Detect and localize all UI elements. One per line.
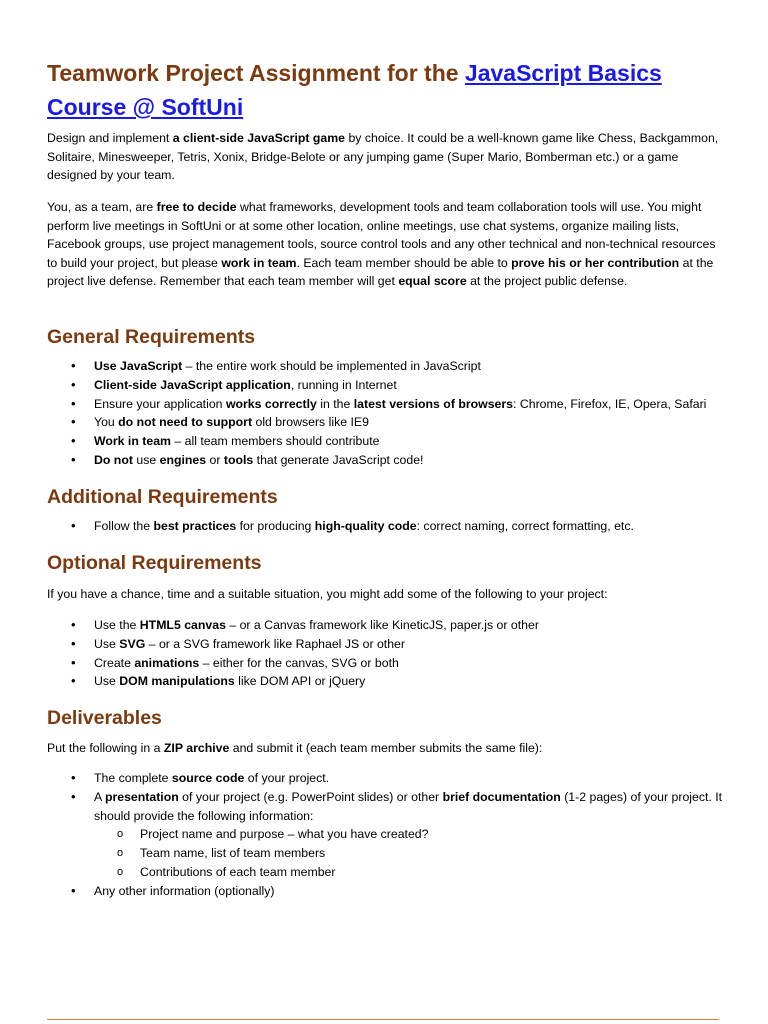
text-run: : Chrome, Firefox, IE, Opera, Safari [513,396,707,411]
optional-requirements-list [47,616,723,691]
bold-text: SVG [119,636,146,651]
list-item [47,616,723,635]
sublist-item: o Team name, list of team members [94,844,723,863]
text-run: You, as a team, are [47,200,157,214]
text-run: : correct naming, correct formatting, etc. [416,519,634,533]
bold-text: latest versions of browsers [353,396,514,411]
text-run: , running in Internet [290,377,397,392]
bold-text: do not need to support [118,415,253,430]
text-run: that generate JavaScript code! [253,452,424,467]
general-requirements-heading: General Requirements [47,326,256,348]
bold-text: brief documentation [442,789,561,804]
sublist-item: o Project name and purpose – what you have created? [94,825,723,844]
bold-text: works correctly [225,396,317,411]
list-item [47,769,723,788]
text-run: – all team members should contribute [171,434,380,449]
bold-text: prove his or her contribution [511,255,680,270]
bold-text: engines [159,452,207,467]
bold-text: Client-side JavaScript application [94,377,291,392]
text-run: what frameworks, development tools and team collaboration tools will use. You might perform live meetings in SoftUni or at some other location, online meetings, use chat systems, organize mailing lists, Facebook groups, use project management tools, source control tools and any other technical and non-technical resources to build your project, but please [47,200,716,270]
text-run: The complete [94,771,172,785]
bold-text: equal score [398,274,467,289]
text-run: Ensure your application [94,396,226,411]
text-run: in the [316,396,354,411]
bold-text: Work in team [94,434,171,449]
general-requirements-list [47,357,723,470]
text-run: Use the [94,618,140,632]
text-run: old browsers like IE9 [252,415,369,430]
list-item [47,788,723,882]
deliverables-intro [47,739,721,758]
bold-text: a client-side JavaScript game [172,131,346,145]
text-run: use [132,452,160,467]
text-run: of your project. [244,771,330,785]
text-run: Put the following in a [47,741,164,755]
team-paragraph [47,198,721,291]
additional-requirements-heading: Additional Requirements [47,486,278,508]
list-item [47,395,723,414]
bold-text: tools [223,452,254,467]
bold-text: high-quality code [314,519,417,533]
text-run: Any other information (optionally) [94,883,275,898]
bold-text: Do not [94,452,133,467]
bold-text: work in team [221,255,297,270]
list-item [47,672,723,691]
text-run: at the project public defense. [466,274,628,289]
bold-text: HTML5 canvas [139,618,226,632]
text-run: You [94,415,119,430]
text-run: Use [94,674,120,689]
text-run: of your project (e.g. PowerPoint slides) or other [178,789,443,804]
text-run: – or a Canvas framework like KineticJS, paper.js or other [225,618,539,632]
list-item-text [94,790,722,823]
list-item [47,635,723,654]
bold-text: Use JavaScript [94,359,183,373]
intro-paragraph [47,129,721,185]
deliverables-sublist [94,825,723,881]
list-item [47,654,723,673]
course-link[interactable]: JavaScript Basics Course @ SoftUni [47,60,662,120]
list-item [47,357,723,376]
deliverables-list [47,769,723,901]
text-run: Design and implement [47,131,173,145]
bold-text: presentation [104,789,179,804]
text-run: – or a SVG framework like Raphael JS or other [145,636,405,651]
optional-intro: If you have a chance, time and a suitable situation, you might add some of the following to your project: [47,587,608,601]
bold-text: source code [171,771,245,785]
text-run: – either for the canvas, SVG or both [199,655,399,670]
text-run: Follow the [94,519,154,533]
list-item [47,517,723,536]
list-item [47,432,723,451]
text-run: like DOM API or jQuery [234,674,366,689]
text-run: Use [94,636,120,651]
text-run: at the project live defense. Remember that each team member will get [47,255,714,289]
list-item [47,376,723,395]
text-run: and submit it (each team member submits the same file): [229,741,543,755]
text-run: A [94,789,105,804]
list-item [47,451,723,470]
text-run: . Each team member should be able to [296,255,512,270]
page-title [47,56,723,124]
list-item [47,882,723,901]
bold-text: animations [134,655,200,670]
title-prefix: Teamwork Project Assignment for the [47,60,465,86]
text-run: (1-2 pages) of your project. It should provide the following information: [94,789,723,823]
bold-text: best practices [153,519,237,533]
optional-requirements-heading: Optional Requirements [47,552,262,574]
bold-text: free to decide [156,200,237,214]
sublist-item: o Contributions of each team member [94,863,723,882]
text-run: for producing [236,519,315,533]
text-run: Create [94,655,135,670]
text-run: or [206,452,224,467]
text-run: by choice. It could be a well-known game like Chess, Backgammon, Solitaire, Minesweeper, Tetris, Xonix, Bridge-Belote or any jumping game (Super Mario, Bomberman etc.) or a game designed by your team. [47,131,719,183]
bold-text: ZIP archive [163,741,230,755]
deliverables-heading: Deliverables [47,707,162,729]
additional-requirements-list [47,517,723,536]
list-item [47,413,723,432]
bold-text: DOM manipulations [119,674,235,689]
text-run: – the entire work should be implemented in JavaScript [182,359,481,373]
footer-divider [47,1019,719,1020]
